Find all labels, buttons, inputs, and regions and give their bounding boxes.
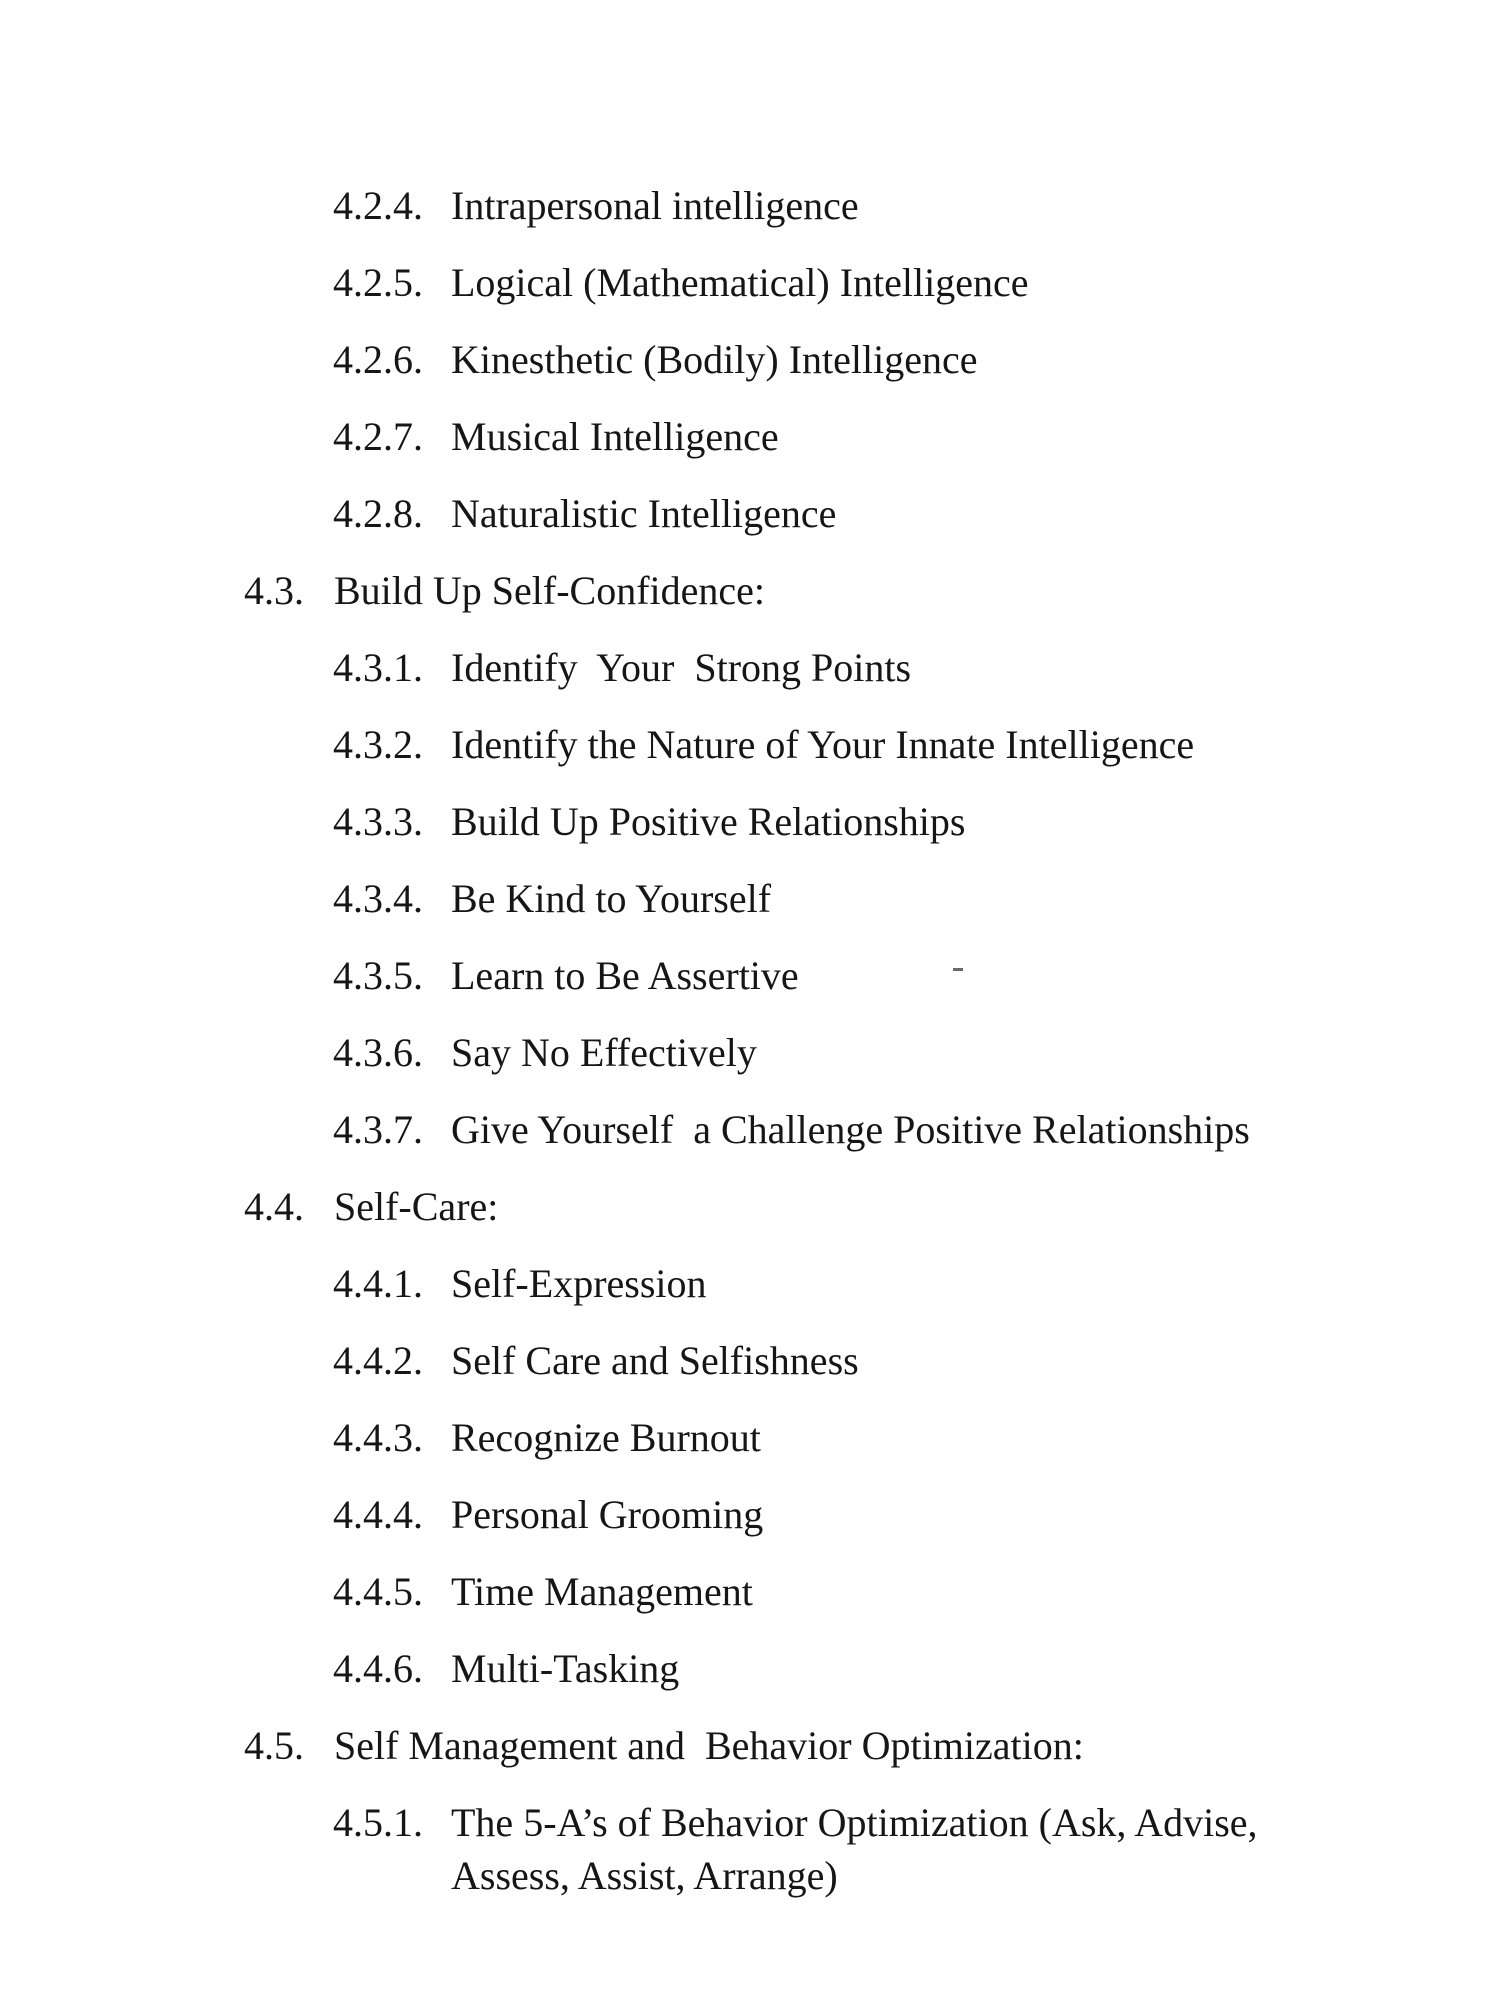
section-number: 4.2.7. — [333, 414, 423, 459]
section-number: 4.2.6. — [333, 337, 423, 382]
scan-speck — [953, 968, 963, 971]
section-number: 4.4.4. — [333, 1492, 423, 1537]
section-title: The 5-A’s of Behavior Optimization (Ask, Advise, — [451, 1800, 1258, 1845]
section-title: Identify Your Strong Points — [451, 645, 912, 690]
section-title: Learn to Be Assertive — [451, 953, 799, 998]
section-title: Self Management and Behavior Optimization: — [334, 1723, 1084, 1768]
section-title: Naturalistic Intelligence — [451, 491, 837, 536]
section-title: Give Yourself a Challenge Positive Relationships — [451, 1107, 1250, 1152]
section-number: 4.3.1. — [333, 645, 423, 690]
section-number: 4.3.2. — [333, 722, 423, 767]
section-number: 4.2.5. — [333, 260, 423, 305]
section-number: 4.4.2. — [333, 1338, 423, 1383]
section-title: Time Management — [451, 1569, 753, 1614]
section-number: 4.4.6. — [333, 1646, 423, 1691]
section-title: Be Kind to Yourself — [451, 876, 772, 921]
section-number: 4.2.8. — [333, 491, 423, 536]
section-title: Recognize Burnout — [451, 1415, 761, 1460]
section-title: Self-Expression — [451, 1261, 707, 1306]
section-title: Musical Intelligence — [451, 414, 779, 459]
section-number: 4.5. — [244, 1723, 304, 1768]
section-title: Assess, Assist, Arrange) — [451, 1853, 838, 1898]
section-number: 4.3. — [244, 568, 304, 613]
section-title: Self Care and Selfishness — [451, 1338, 859, 1383]
section-title: Logical (Mathematical) Intelligence — [451, 260, 1029, 305]
section-number: 4.2.4. — [333, 183, 423, 228]
section-title: Build Up Positive Relationships — [451, 799, 966, 844]
section-title: Say No Effectively — [451, 1030, 757, 1075]
section-number: 4.5.1. — [333, 1800, 423, 1845]
section-number: 4.3.7. — [333, 1107, 423, 1152]
section-number: 4.4.3. — [333, 1415, 423, 1460]
section-number: 4.3.6. — [333, 1030, 423, 1075]
section-number: 4.4.5. — [333, 1569, 423, 1614]
section-title: Identify the Nature of Your Innate Intelligence — [451, 722, 1195, 767]
section-number: 4.4.1. — [333, 1261, 423, 1306]
section-title: Personal Grooming — [451, 1492, 764, 1537]
section-title: Intrapersonal intelligence — [451, 183, 859, 228]
section-title: Build Up Self-Confidence: — [334, 568, 766, 613]
section-title: Self-Care: — [334, 1184, 499, 1229]
section-number: 4.4. — [244, 1184, 304, 1229]
section-number: 4.3.4. — [333, 876, 423, 921]
section-title: Multi-Tasking — [451, 1646, 680, 1691]
section-number: 4.3.5. — [333, 953, 423, 998]
section-number: 4.3.3. — [333, 799, 423, 844]
section-title: Kinesthetic (Bodily) Intelligence — [451, 337, 978, 382]
